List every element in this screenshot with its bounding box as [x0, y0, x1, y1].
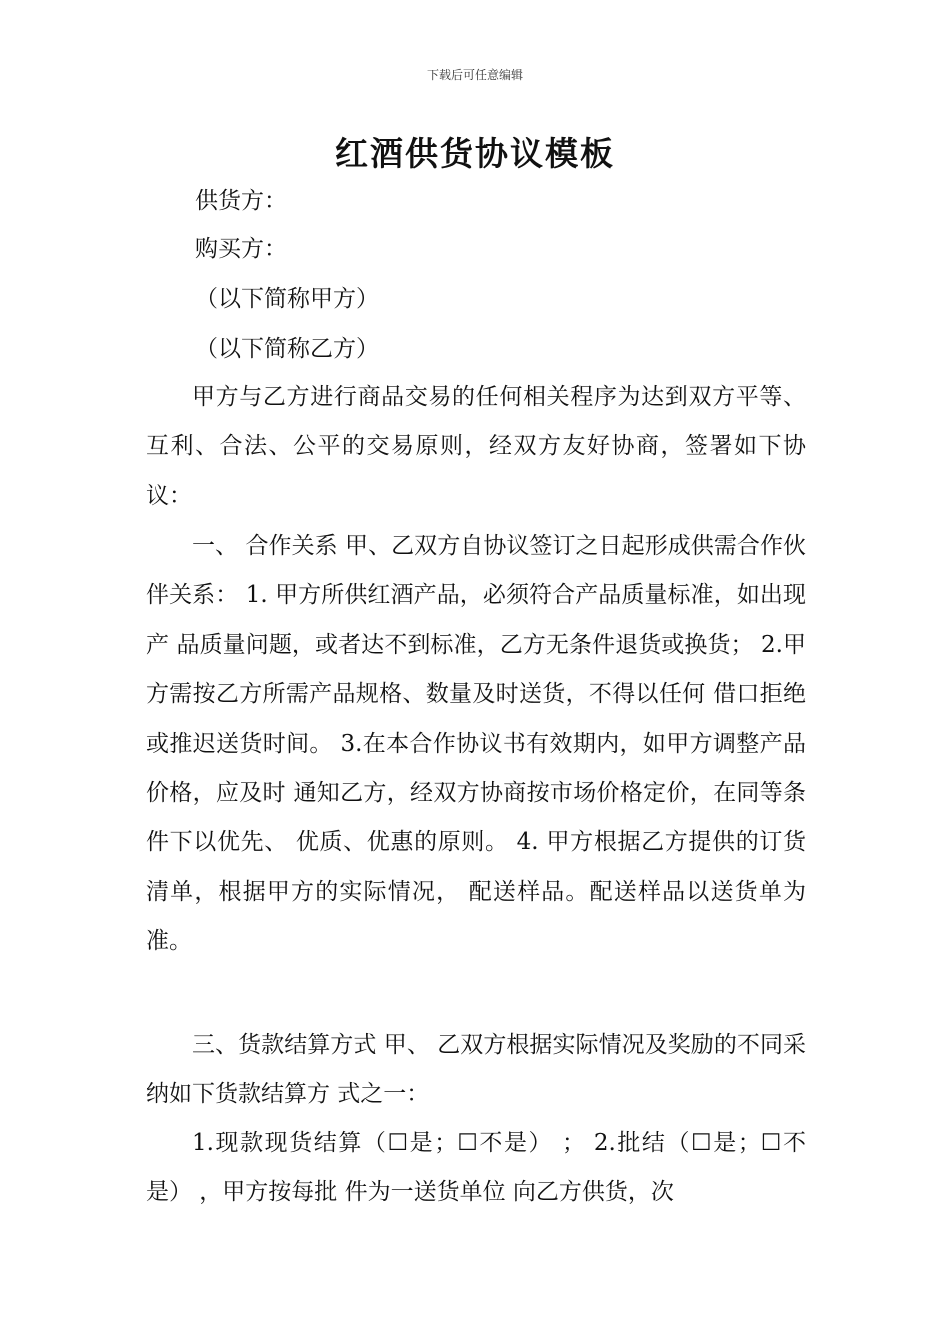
document-title: 红酒供货协议模板	[335, 134, 615, 173]
settlement-options-paragraph: 1.现款现货结算（☐是；☐不是） ； 2.批结（☐是；☐不是） ，甲方按每批 件为一送货单位 向乙方供货，次	[146, 1130, 806, 1206]
section-one-paragraph: 一、 合作关系 甲、乙双方自协议签订之日起形成供需合作伙伴关系： 1. 甲方所供红酒产品，必须符合产品质量标准，如出现产 品质量问题，或者达不到标准，乙方无条件退货或换货； 2.甲方需按乙方所需产品规格、数量及时送货，不得以任何 借口拒绝或推迟送货时间。 3.在本合作协议书有效期内，如甲方调整产品价格，应及时 通知乙方，经双方协商按市场价格定价，在同等条件下以优先、 优质、优惠的原则。 4. 甲方根据乙方提供的订货清单，根据甲方的实际情况， 配送样品。配送样品以送货单为准。	[146, 533, 806, 955]
header-note: 下载后可任意编辑	[426, 68, 523, 82]
section-three-paragraph: 三、货款结算方式 甲、 乙双方根据实际情况及奖励的不同采纳如下货款结算方 式之一：	[146, 1032, 806, 1108]
alias-party-b: （以下简称乙方）	[195, 336, 379, 362]
supplier-label: 供货方：	[195, 188, 287, 214]
alias-party-a: （以下简称甲方）	[195, 286, 379, 312]
buyer-label: 购买方：	[195, 236, 287, 262]
intro-paragraph: 甲方与乙方进行商品交易的任何相关程序为达到双方平等、 互利、合法、公平的交易原则，经双方友好协商，签署如下协议：	[146, 384, 806, 509]
